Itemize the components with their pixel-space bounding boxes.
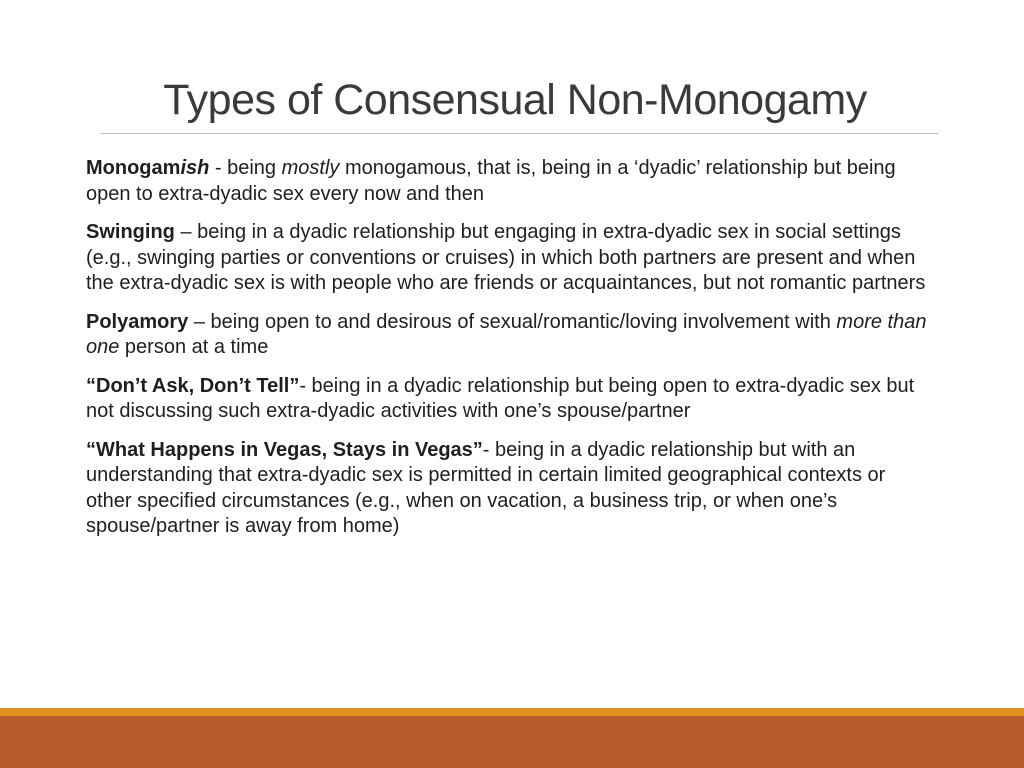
- term-polyamory: Polyamory: [86, 310, 189, 333]
- definition-emphasis: more than one: [86, 310, 927, 358]
- slide-title: Types of Consensual Non-Monogamy: [163, 76, 867, 124]
- definition-monogamish: [86, 156, 936, 207]
- definition-text: - being: [209, 157, 282, 179]
- definition-text: – being open to and desirous of sexual/romantic/loving involvement with: [188, 310, 837, 333]
- term-monogamish-root: Monogam: [86, 157, 181, 179]
- term-dont-ask-dont-tell: “Don’t Ask, Don’t Tell”: [86, 374, 300, 397]
- footer-accent-stripe: [0, 708, 1024, 716]
- definition-text: - being in a dyadic relationship but with an understanding that extra-dyadic sex is permitted in certain limited geographical contexts or other specified circumstances (e.g., when on vacation, a business trip, or when one’s spouse/partner is away from home): [86, 438, 886, 537]
- definition-text: person at a time: [119, 336, 269, 358]
- definition-swinging: [86, 220, 936, 297]
- definition-what-happens-in-vegas: [86, 438, 936, 540]
- term-monogamish: [86, 157, 209, 179]
- definition-text: – being in a dyadic relationship but engaging in extra-dyadic sex in social settings (e.g., swinging parties or conventions or cruises) in which both partners are present and when the extra-dyadic sex is with people who are friends or acquaintances, but not romantic partners: [86, 221, 926, 294]
- definition-emphasis: mostly: [281, 157, 340, 179]
- definition-dont-ask-dont-tell: [86, 374, 936, 425]
- term-monogamish-suffix: ish: [180, 157, 210, 179]
- definition-text: - being in a dyadic relationship but being open to extra-dyadic sex but not discussing such extra-dyadic activities with one’s spouse/partner: [86, 374, 915, 422]
- title-divider: [100, 133, 938, 134]
- definition-polyamory: [86, 310, 936, 361]
- definition-list: [86, 156, 936, 553]
- definition-text: monogamous, that is, being in a ‘dyadic’ relationship but being open to extra-dyadic sex every now and then: [86, 157, 896, 205]
- term-swinging: Swinging: [86, 221, 175, 243]
- footer-bar: [0, 716, 1024, 768]
- term-what-happens-in-vegas: “What Happens in Vegas, Stays in Vegas”: [86, 438, 483, 461]
